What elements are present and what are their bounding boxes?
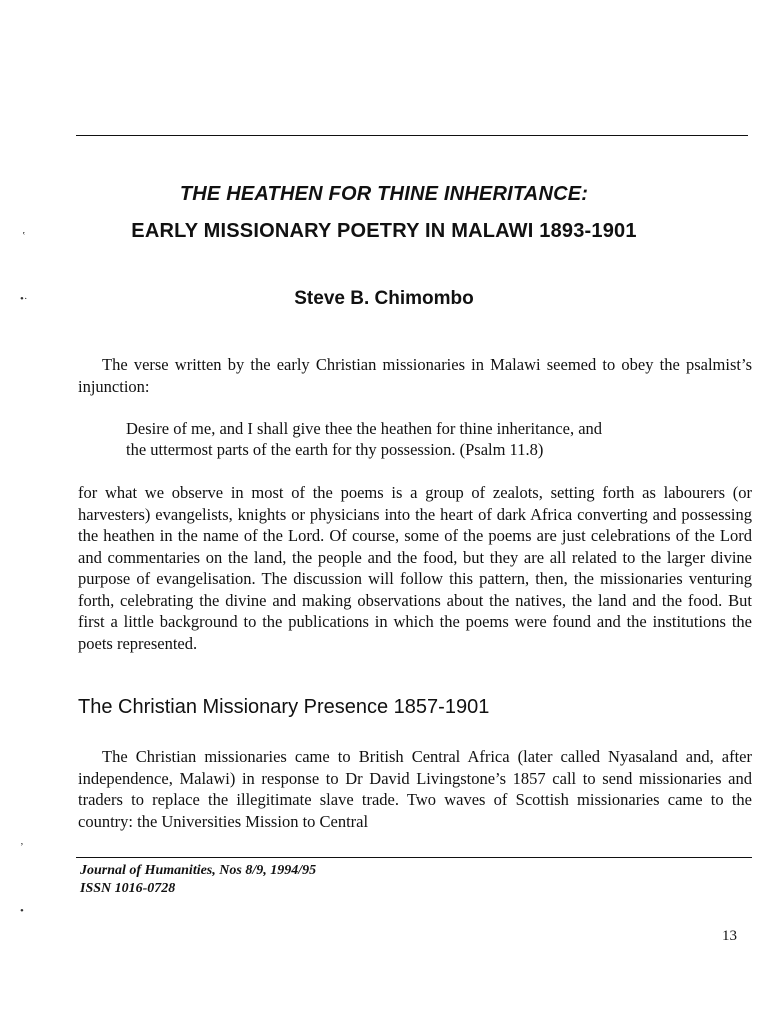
article-title-line1: THE HEATHEN FOR THINE INHERITANCE: [179,183,589,205]
author-name: Steve B. Chimombo [294,288,474,309]
section-heading: The Christian Missionary Presence 1857-1901 [78,696,490,718]
scan-mark: ‛ [22,230,26,242]
journal-citation: Journal of Humanities, Nos 8/9, 1994/95 [80,863,317,878]
body-paragraph: The Christian missionaries came to British Central Africa (later called Nyasaland and, after independence, Malawi) in response to Dr David Livingstone’s 1857 call to send missionaries and traders to replace the illegitimate slave trade. Two waves of Scottish missionaries came to the country: the Universities Mission to Central [78,747,752,831]
page-number: 13 [722,928,737,944]
scan-mark: •· [20,293,28,305]
footer-rule [76,857,752,858]
quote-line-1: Desire of me, and I shall give thee the heathen for thine inheritance, and [126,419,603,438]
quote-line-2: the uttermost parts of the earth for thy possession. (Psalm 11.8) [126,440,544,459]
body-paragraph: for what we observe in most of the poems is a group of zealots, setting forth as labourers (or harvesters) evangelists, knights or physicians into the heart of dark Africa converting and possessing the heathen in the name of the Lord. Of course, some of the poems are just celebrations of the Lord and commentaries on the land, the people and the food, but they are all related to the larger divine purpose of evangelisation. The discussion will follow this pattern, then, the missionaries venturing forth, celebrating the divine and making observations about the natives, the land and the food. But first a little background to the publications in which the poems were found and the institutions the poets represented. [78,483,752,653]
issn-number: ISSN 1016-0728 [80,881,176,896]
scan-mark: ʼ [20,841,24,853]
intro-paragraph: The verse written by the early Christian missionaries in Malawi seemed to obey the psalmist’s injunction: [78,355,752,396]
top-rule [76,135,748,136]
scan-mark: • [20,905,24,917]
article-title-line2: EARLY MISSIONARY POETRY IN MALAWI 1893-1901 [131,220,637,242]
